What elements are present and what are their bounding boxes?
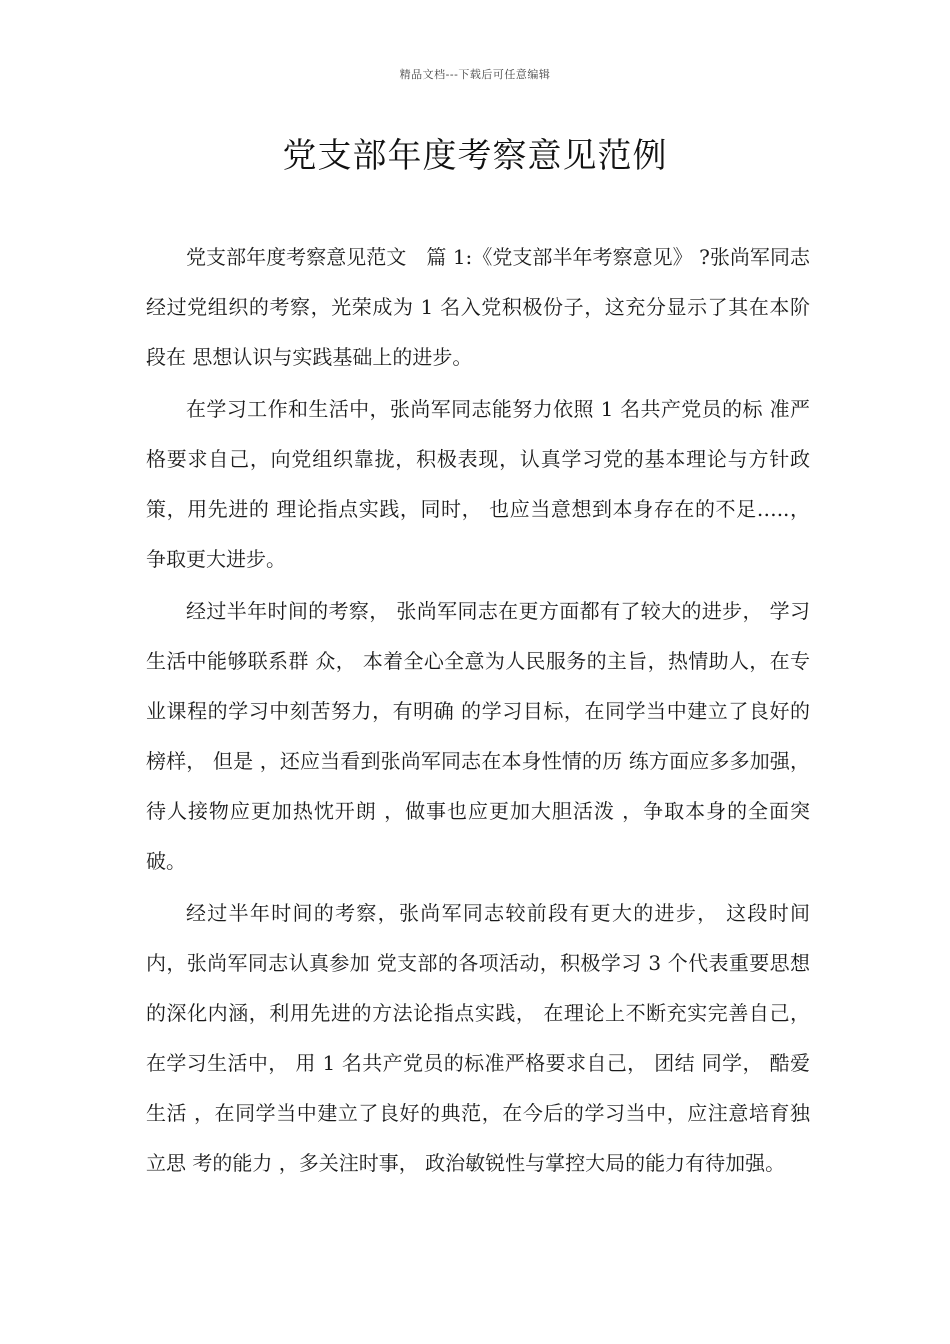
paragraph-2: 在学习工作和生活中，张尚军同志能努力依照 1 名共产党员的标 准严格要求自己，向党组织靠拢，积极表现，认真学习党的基本理论与方针政策，用先进的 理论指点实践，同时， 也应当意想到本身存在的不足…..， 争取更大进步。 <box>146 397 810 571</box>
paragraph-3: 经过半年时间的考察， 张尚军同志在更方面都有了较大的进步， 学习生活中能够联系群 众， 本着全心全意为人民服务的主旨，热情助人，在专业课程的学习中刻苦努力，有明确 的学习目标，在同学当中建立了良好的榜样， 但是 ，还应当看到张尚军同志在本身性情的历 练方面应多多加强，待人接物应更加热忱开朗 ，做事也应更加大胆活泼 ，争取本身的全面突破。 <box>146 599 810 873</box>
header-note: 精品文档---下载后可任意编辑 <box>399 68 551 81</box>
document-body <box>146 232 810 1190</box>
paragraph-4: 经过半年时间的考察，张尚军同志较前段有更大的进步， 这段时间内，张尚军同志认真参加 党支部的各项活动，积极学习 3 个代表重要思想的深化内涵，利用先进的方法论指点实践， 在理论上不断充实完善自己，在学习生活中， 用 1 名共产党员的标准严格要求自己， 团结 同学， 酷爱生活 ，在同学当中建立了良好的典范，在今后的学习当中，应注意培育独立思 考的能力 ，多关注时事， 政治敏锐性与掌控大局的能力有待加强。 <box>146 901 810 1175</box>
document-title: 党支部年度考察意见范例 <box>282 136 668 176</box>
paragraph-1: 党支部年度考察意见范文 篇 1:《党支部半年考察意见》 ?张尚军同志经过党组织的考察，光荣成为 1 名入党积极份子，这充分显示了其在本阶段在 思想认识与实践基础上的进步。 <box>146 245 810 369</box>
